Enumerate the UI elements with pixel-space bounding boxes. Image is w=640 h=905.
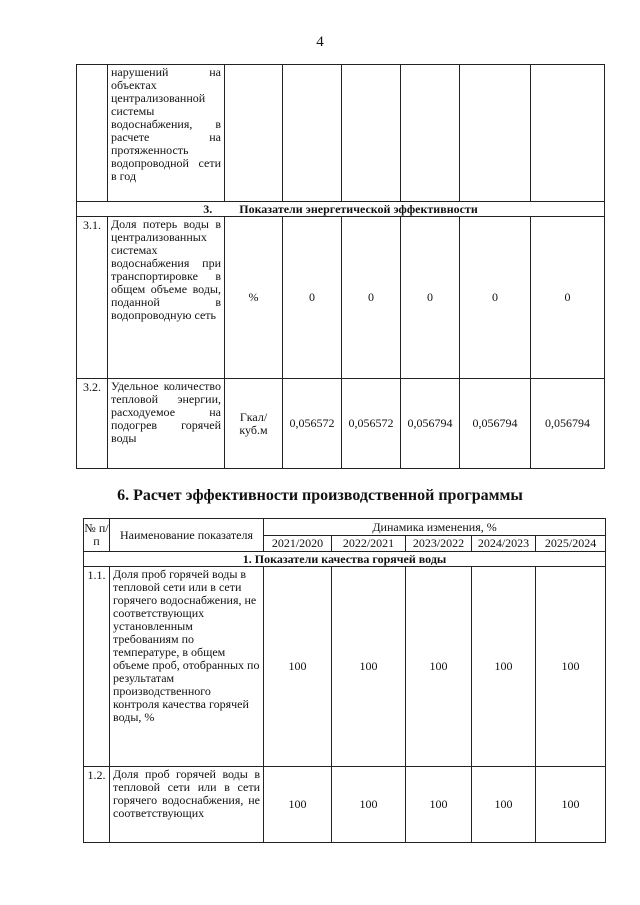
indicator-name: нарушений на объектах централизованной системы водоснабжения, в расчете на протяженность водопроводной сети в год [108,65,225,202]
value-cell: 0 [283,217,342,379]
section-heading [77,202,605,217]
section-6-title: 6. Расчет эффективности производственной программы [117,487,523,504]
value-cell [342,65,401,202]
year-header: 2024/2023 [472,536,536,552]
row-number [77,65,108,202]
table-row [84,567,606,767]
section-heading: 1. Показатели качества горячей воды [84,552,606,567]
section-row [84,552,606,567]
value-cell: 100 [332,767,406,843]
section-row [77,202,605,217]
section-title: Показатели энергетической эффективности [239,201,478,216]
value-cell: 0,056572 [283,379,342,469]
year-header: 2023/2022 [406,536,472,552]
column-header-number: № п/п [84,519,110,552]
value-cell: 0,056572 [342,379,401,469]
value-cell: 0 [342,217,401,379]
unit-cell: % [225,217,283,379]
value-cell: 0 [531,217,605,379]
year-header: 2021/2020 [264,536,332,552]
row-number: 1.2. [84,767,110,843]
efficiency-table [83,518,606,843]
value-cell: 100 [264,567,332,767]
table-row [84,767,606,843]
value-cell [460,65,531,202]
indicator-name: Удельное количество тепловой энергии, расходуемое на подогрев горячей воды [108,379,225,469]
energy-indicators-table [76,64,605,469]
table-row [77,65,605,202]
value-cell: 100 [536,567,606,767]
value-cell: 0 [401,217,460,379]
row-number: 3.1. [77,217,108,379]
value-cell [531,65,605,202]
table-row [77,217,605,379]
value-cell: 100 [406,567,472,767]
unit-cell [225,65,283,202]
value-cell: 0 [460,217,531,379]
value-cell: 100 [472,567,536,767]
column-header-name: Наименование показателя [110,519,264,552]
value-cell: 0,056794 [531,379,605,469]
year-header: 2022/2021 [332,536,406,552]
value-cell: 100 [472,767,536,843]
indicator-name: Доля потерь воды в централизованных системах водоснабжения при транспортировке в общем объеме воды, поданной в водопроводную сеть [108,217,225,379]
value-cell: 100 [332,567,406,767]
column-header-dynamics: Динамика изменения, % [264,519,606,536]
page-number: 4 [316,34,324,50]
value-cell: 100 [264,767,332,843]
value-cell: 100 [406,767,472,843]
row-number: 3.2. [77,379,108,469]
value-cell [401,65,460,202]
header-row [84,519,606,536]
section-number: 3. [203,201,213,216]
year-header: 2025/2024 [536,536,606,552]
value-cell: 0,056794 [401,379,460,469]
value-cell: 100 [536,767,606,843]
value-cell: 0,056794 [460,379,531,469]
unit-cell: Гкал/ куб.м [225,379,283,469]
table-row [77,379,605,469]
indicator-name: Доля проб горячей воды в тепловой сети или в сети горячего водоснабжения, не соответствующих [110,767,264,843]
indicator-name: Доля проб горячей воды в тепловой сети или в сети горячего водоснабжения, не соответствующих установленным требованиям по температуре, в общем объеме проб, отобранных по результатам производственного контроля качества горячей воды, % [110,567,264,767]
row-number: 1.1. [84,567,110,767]
value-cell [283,65,342,202]
